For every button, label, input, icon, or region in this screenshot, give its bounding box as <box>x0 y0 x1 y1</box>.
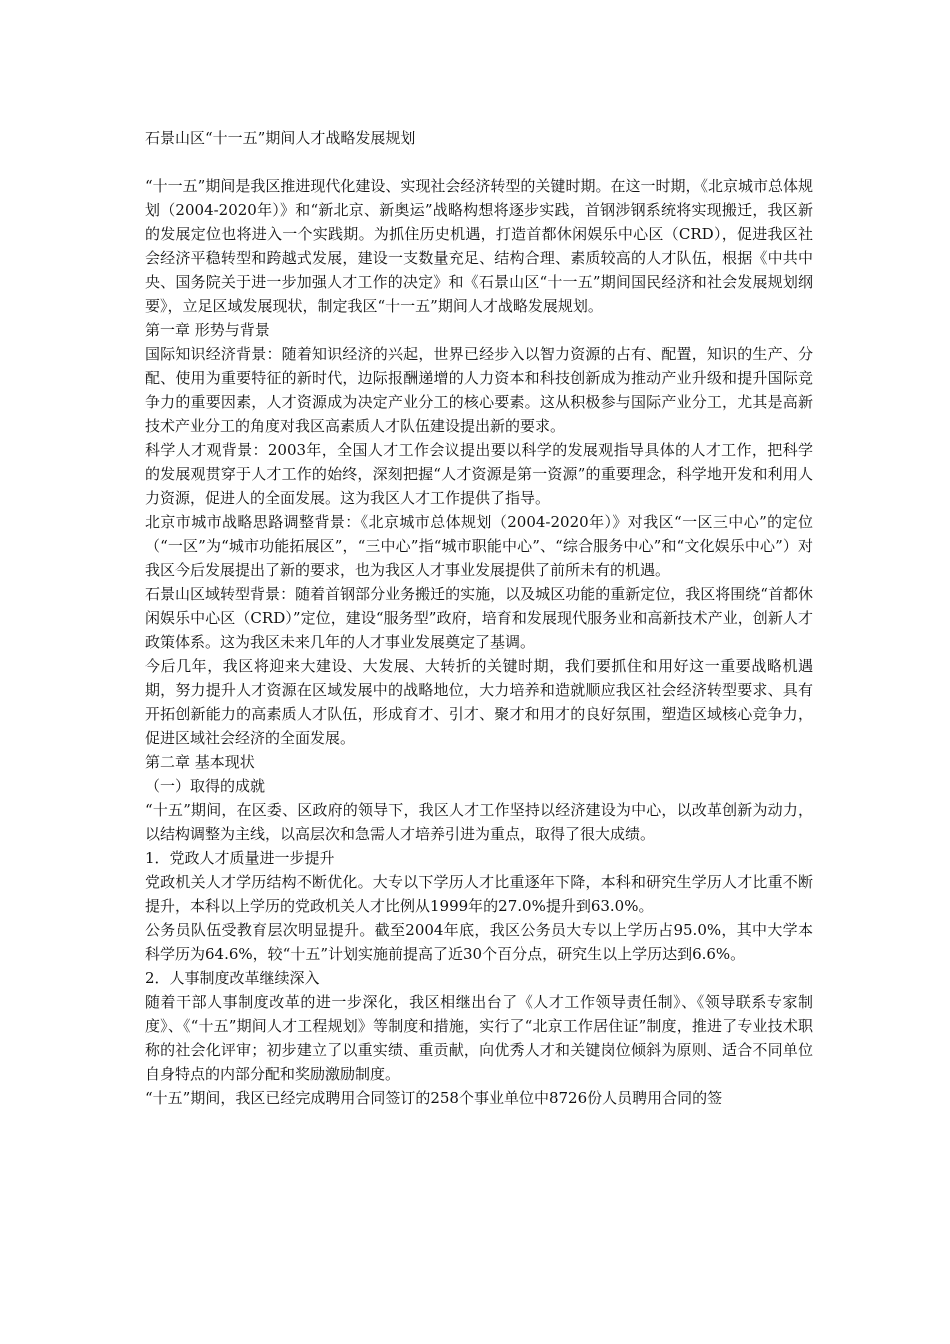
chapter-2-heading: 第二章 基本现状 <box>145 753 255 771</box>
paragraph-civil-servants: 公务员队伍受教育层次明显提升。截至2004年底，我区公务员大专以上学历占95.0%，其中大学本科学历为64.6%，较“十五”计划实施前提高了近30个百分点，研究生以上学历达到6.6%。 <box>145 921 813 963</box>
paragraph-shijingshan-background: 石景山区域转型背景：随着首钢部分业务搬迁的实施，以及城区功能的重新定位，我区将围绕“首都休闲娱乐中心区（CRD）”定位，建设“服务型”政府，培育和发展现代服务业和高新技术产业，创新人才政策体系。这为我区未来几年的人才事业发展奠定了基调。 <box>145 585 813 651</box>
item-2-heading: 2．人事制度改革继续深入 <box>145 969 320 987</box>
paragraph-beijing-background: 北京市城市战略思路调整背景：《北京城市总体规划（2004-2020年）》对我区“一区三中心”的定位（“一区”为“城市功能拓展区”，“三中心”指“城市职能中心”、“综合服务中心”和“文化娱乐中心”）对我区今后发展提出了新的要求，也为我区人才事业发展提供了前所未有的机遇。 <box>145 513 813 579</box>
paragraph-science-background: 科学人才观背景：2003年，全国人才工作会议提出要以科学的发展观指导具体的人才工作，把科学的发展观贯穿于人才工作的始终，深刻把握“人才资源是第一资源”的重要理念，科学地开发和利用人力资源，促进人的全面发展。这为我区人才工作提供了指导。 <box>145 441 813 507</box>
section-1-heading: （一）取得的成就 <box>145 777 266 795</box>
document-page <box>145 126 813 1110</box>
paragraph-achievements: “十五”期间，在区委、区政府的领导下，我区人才工作坚持以经济建设为中心，以改革创新为动力，以结构调整为主线，以高层次和急需人才培养引进为重点，取得了很大成绩。 <box>145 801 813 843</box>
paragraph-party-talent: 党政机关人才学历结构不断优化。大专以下学历人才比重逐年下降，本科和研究生学历人才比重不断提升，本科以上学历的党政机关人才比例从1999年的27.0%提升到63.0%。 <box>145 873 813 915</box>
paragraph-future: 今后几年，我区将迎来大建设、大发展、大转折的关键时期，我们要抓住和用好这一重要战略机遇期，努力提升人才资源在区域发展中的战略地位，大力培养和造就顺应我区社会经济转型要求、具有开拓创新能力的高素质人才队伍，形成育才、引才、聚才和用才的良好氛围，塑造区域核心竞争力，促进区域社会经济的全面发展。 <box>145 657 813 747</box>
paragraph-international-background: 国际知识经济背景：随着知识经济的兴起，世界已经步入以智力资源的占有、配置，知识的生产、分配、使用为重要特征的新时代，边际报酬递增的人力资本和科技创新成为推动产业升级和提升国际竞争力的重要因素，人才资源成为决定产业分工的核心要素。这从积极参与国际产业分工，尤其是高新技术产业分工的角度对我区高素质人才队伍建设提出新的要求。 <box>145 345 813 435</box>
paragraph-reform: 随着干部人事制度改革的进一步深化，我区相继出台了《人才工作领导责任制》、《领导联系专家制度》、《“十五”期间人才工程规划》等制度和措施，实行了“北京工作居住证”制度，推进了专业技术职称的社会化评审；初步建立了以重实绩、重贡献，向优秀人才和关键岗位倾斜为原则、适合不同单位自身特点的内部分配和奖励激励制度。 <box>145 993 813 1083</box>
blank-line <box>145 150 813 174</box>
intro-paragraph: “十一五”期间是我区推进现代化建设、实现社会经济转型的关键时期。在这一时期，《北京城市总体规划（2004-2020年）》和“新北京、新奥运”战略构想将逐步实践，首钢涉钢系统将实现搬迁，我区新的发展定位也将进入一个实践期。为抓住历史机遇，打造首都休闲娱乐中心区（CRD），促进我区社会经济平稳转型和跨越式发展，建设一支数量充足、结构合理、素质较高的人才队伍，根据《中共中央、国务院关于进一步加强人才工作的决定》和《石景山区“十一五”期间国民经济和社会发展规划纲要》，立足区域发展现状，制定我区“十一五”期间人才战略发展规划。 <box>145 177 813 315</box>
chapter-1-heading: 第一章 形势与背景 <box>145 321 270 339</box>
item-1-heading: 1．党政人才质量进一步提升 <box>145 849 335 867</box>
paragraph-contract: “十五”期间，我区已经完成聘用合同签订的258个事业单位中8726份人员聘用合同的签 <box>145 1089 723 1107</box>
document-title: 石景山区“十一五”期间人才战略发展规划 <box>145 129 416 147</box>
